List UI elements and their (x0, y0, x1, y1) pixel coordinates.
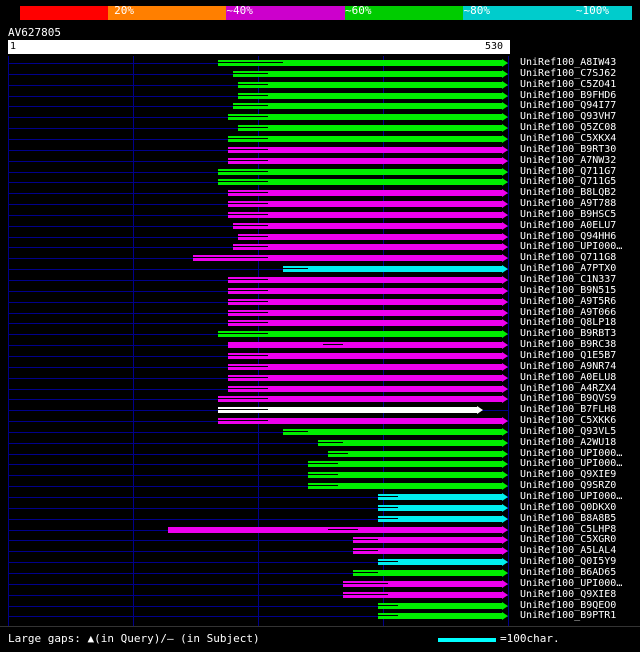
hit-bar (228, 320, 502, 326)
query-start-coord: 1 (10, 41, 17, 52)
hit-thin-connector (233, 105, 268, 106)
hit-bar (218, 396, 502, 402)
hit-label[interactable]: UniRef100_B9FHD6 (520, 89, 617, 101)
hit-arrow-icon (502, 146, 508, 154)
hit-thin-connector (228, 203, 268, 204)
hit-thin-connector (228, 312, 268, 313)
hit-thin-connector (308, 474, 338, 475)
query-name: AV627805 (8, 26, 61, 39)
hit-bar (318, 440, 502, 446)
alignment-hit[interactable] (8, 60, 508, 66)
hit-thin-connector (328, 529, 358, 530)
hit-bar (218, 60, 502, 66)
hit-label[interactable]: UniRef100_Q9XIE8 (520, 588, 617, 600)
hit-thin-connector (228, 301, 268, 302)
hit-label[interactable]: UniRef100_C1N337 (520, 274, 617, 285)
hit-thin-connector (233, 73, 268, 74)
hit-bar (218, 418, 502, 424)
hit-label[interactable]: UniRef100_A4RZX4 (520, 382, 617, 394)
hit-thin-connector (378, 615, 398, 616)
hit-label[interactable]: UniRef100_A7NW32 (520, 154, 617, 166)
hit-arrow-icon (477, 406, 483, 414)
hit-bar (238, 125, 502, 131)
hit-thin-connector (353, 550, 378, 551)
hit-arrow-icon (502, 558, 508, 566)
alignment-hit[interactable] (8, 179, 508, 185)
hit-arrow-icon (502, 265, 508, 273)
hit-label[interactable]: UniRef100_A9NR74 (520, 360, 617, 372)
hit-thin-connector (378, 507, 398, 508)
hit-label[interactable]: UniRef100_B9QVS9 (520, 393, 617, 405)
hit-thin-connector (378, 496, 398, 497)
hit-label[interactable]: UniRef100_B9PTR1 (520, 610, 617, 622)
hit-bar (228, 201, 502, 207)
alignment-hit[interactable] (8, 451, 508, 457)
alignment-hit[interactable] (8, 212, 508, 218)
hit-thin-connector (318, 442, 343, 443)
hit-thin-connector (238, 84, 268, 85)
hit-arrow-icon (502, 287, 508, 295)
hit-bar (218, 407, 477, 413)
hit-bar (238, 93, 502, 99)
alignment-hit[interactable] (8, 440, 508, 446)
hit-bar (228, 342, 502, 348)
hit-arrow-icon (502, 374, 508, 382)
alignment-hit[interactable] (8, 190, 508, 196)
hit-arrow-icon (502, 157, 508, 165)
hit-arrow-icon (502, 417, 508, 425)
hit-thin-connector (378, 561, 398, 562)
scale-label-1: ~40% (226, 4, 253, 17)
hit-bar (378, 603, 502, 609)
alignment-hit[interactable] (8, 581, 508, 587)
hit-arrow-icon (502, 168, 508, 176)
hit-arrow-icon (502, 211, 508, 219)
alignment-hit[interactable] (8, 364, 508, 370)
hit-label[interactable]: UniRef100_C7SJ62 (520, 67, 617, 79)
hit-bar (233, 71, 502, 77)
hit-arrow-icon (502, 319, 508, 327)
identity-scale-labels (8, 4, 632, 18)
alignment-hit[interactable] (8, 136, 508, 142)
hit-label[interactable]: UniRef100_Q94HH6 (520, 230, 617, 242)
scale-label-4: ~100% (575, 4, 609, 17)
alignment-hit[interactable] (8, 342, 508, 348)
hit-label[interactable]: UniRef100_C5XGR0 (520, 534, 617, 546)
hit-bar (238, 234, 502, 240)
query-bar (8, 40, 510, 54)
alignment-hit[interactable] (8, 548, 508, 554)
hit-arrow-icon (502, 536, 508, 544)
hit-label[interactable]: UniRef100_A2WU18 (520, 436, 617, 448)
hit-label[interactable]: UniRef100_B8A8B5 (520, 512, 617, 524)
scale-label-0: 20% (114, 4, 134, 17)
alignment-hit[interactable] (8, 537, 508, 543)
gap-legend-note: Large gaps: ▲(in Query)/– (in Subject) (8, 632, 260, 645)
hit-label[interactable]: UniRef100_A9T066 (520, 306, 617, 318)
hit-arrow-icon (502, 341, 508, 349)
alignment-hit[interactable] (8, 559, 508, 565)
hit-arrow-icon (502, 254, 508, 262)
hit-thin-connector (238, 95, 268, 96)
hit-bar (228, 212, 502, 218)
hit-label[interactable]: UniRef100_Q0DKX0 (520, 501, 617, 513)
hit-label[interactable]: UniRef100_A9T5R6 (520, 295, 617, 307)
hit-label[interactable]: UniRef100_UPI000… (520, 447, 623, 459)
hit-thin-connector (378, 518, 398, 519)
hit-bar (168, 527, 502, 533)
hit-label[interactable]: UniRef100_Q5ZC08 (520, 122, 617, 134)
hit-thin-connector (308, 485, 338, 486)
alignment-hit[interactable] (8, 82, 508, 88)
hit-label[interactable]: UniRef100_B9HSC5 (520, 208, 617, 220)
hit-label[interactable]: UniRef100_A0ELU7 (520, 219, 617, 231)
hit-label[interactable]: UniRef100_UPI000… (520, 241, 623, 253)
hit-bar (353, 548, 502, 554)
hit-bar (308, 483, 502, 489)
alignment-hit[interactable] (8, 570, 508, 576)
hit-label[interactable]: UniRef100_A5LAL4 (520, 545, 617, 557)
footer-divider (0, 626, 640, 627)
hit-thin-connector (228, 377, 268, 378)
hit-thin-connector (193, 257, 268, 258)
alignment-hit[interactable] (8, 169, 508, 175)
alignment-hit[interactable] (8, 103, 508, 109)
hit-thin-connector (218, 333, 268, 334)
hit-label[interactable]: UniRef100_Q8LP18 (520, 317, 617, 329)
hit-thin-connector (238, 127, 268, 128)
hit-label[interactable]: UniRef100_B9N515 (520, 284, 617, 296)
hit-arrow-icon (502, 612, 508, 620)
hit-bar (353, 537, 502, 543)
hit-thin-connector (218, 62, 283, 63)
hit-thin-connector (328, 453, 348, 454)
alignment-hit[interactable] (8, 244, 508, 250)
hit-arrow-icon (502, 526, 508, 534)
hit-arrow-icon (502, 395, 508, 403)
hit-label[interactable]: UniRef100_B7FLH8 (520, 404, 617, 416)
grid-line-4 (508, 56, 509, 626)
alignment-hit[interactable] (8, 516, 508, 522)
hit-arrow-icon (502, 200, 508, 208)
hit-label[interactable]: UniRef100_UPI000… (520, 458, 623, 470)
alignment-hit[interactable] (8, 277, 508, 283)
hit-arrow-icon (502, 135, 508, 143)
hit-thin-connector (308, 463, 338, 464)
hit-arrow-icon (502, 602, 508, 610)
alignment-hit[interactable] (8, 147, 508, 153)
hit-bar (308, 472, 502, 478)
hit-thin-connector (228, 279, 268, 280)
alignment-hit[interactable] (8, 125, 508, 131)
hit-thin-connector (228, 290, 268, 291)
hit-arrow-icon (502, 178, 508, 186)
hit-thin-connector (228, 116, 268, 117)
hit-label[interactable]: UniRef100_B9RBT3 (520, 328, 617, 340)
hit-bar (238, 82, 502, 88)
hit-label[interactable]: UniRef100_C5XKK6 (520, 415, 617, 427)
alignment-hit[interactable] (8, 472, 508, 478)
alignment-hit[interactable] (8, 93, 508, 99)
hit-arrow-icon (502, 59, 508, 67)
alignment-hit[interactable] (8, 299, 508, 305)
alignment-hit[interactable] (8, 603, 508, 609)
hit-arrow-icon (502, 243, 508, 251)
hit-arrow-icon (502, 330, 508, 338)
hit-bar (233, 223, 502, 229)
scale-legend-bar (438, 638, 496, 642)
hit-arrow-icon (502, 309, 508, 317)
hit-arrow-icon (502, 363, 508, 371)
hit-bar (228, 136, 502, 142)
hit-bar (228, 299, 502, 305)
alignment-hit[interactable] (8, 288, 508, 294)
hit-arrow-icon (502, 428, 508, 436)
hit-arrow-icon (502, 385, 508, 393)
hit-arrow-icon (502, 233, 508, 241)
hit-thin-connector (323, 344, 343, 345)
alignment-hit[interactable] (8, 483, 508, 489)
hit-thin-connector (353, 572, 378, 573)
hit-arrow-icon (502, 298, 508, 306)
hit-label[interactable]: UniRef100_B9RT30 (520, 143, 617, 155)
alignment-hit[interactable] (8, 158, 508, 164)
hit-arrow-icon (502, 482, 508, 490)
hit-bar (283, 429, 502, 435)
hit-bar (228, 353, 502, 359)
alignment-hit[interactable] (8, 201, 508, 207)
hit-arrow-icon (502, 460, 508, 468)
hit-bar (343, 592, 502, 598)
hit-label[interactable]: UniRef100_UPI000… (520, 491, 623, 502)
hit-thin-connector (228, 366, 268, 367)
hit-arrow-icon (502, 276, 508, 284)
alignment-hit[interactable] (8, 255, 508, 261)
hit-label[interactable]: UniRef100_A9T788 (520, 198, 617, 210)
hit-bar (228, 386, 502, 392)
hit-arrow-icon (502, 439, 508, 447)
hit-thin-connector (228, 388, 268, 389)
hit-bar (228, 288, 502, 294)
hit-bar (378, 505, 502, 511)
hit-label[interactable]: UniRef100_Q1E5B7 (520, 349, 617, 361)
hit-bar (378, 494, 502, 500)
hit-label[interactable]: UniRef100_Q9SRZ0 (520, 480, 617, 492)
hit-arrow-icon (502, 222, 508, 230)
hit-bar (378, 516, 502, 522)
hit-arrow-icon (502, 515, 508, 523)
alignment-hit[interactable] (8, 494, 508, 500)
hit-thin-connector (218, 398, 268, 399)
hit-bar (218, 169, 502, 175)
hit-thin-connector (228, 192, 268, 193)
hit-thin-connector (218, 181, 268, 182)
hit-thin-connector (228, 160, 268, 161)
alignment-hit[interactable] (8, 386, 508, 392)
alignment-hit[interactable] (8, 375, 508, 381)
scale-label-2: ~60% (344, 4, 372, 17)
hit-thin-connector (343, 583, 388, 584)
hit-thin-connector (218, 409, 268, 410)
hit-label[interactable]: UniRef100_Q711G7 (520, 165, 617, 177)
alignment-plot (8, 56, 632, 626)
hit-bar (233, 244, 502, 250)
alignment-hit[interactable] (8, 234, 508, 240)
hit-bar (228, 158, 502, 164)
alignment-hit[interactable] (8, 429, 508, 435)
hit-arrow-icon (502, 81, 508, 89)
hit-label[interactable]: UniRef100_C5LHP8 (520, 523, 617, 535)
alignment-hit[interactable] (8, 320, 508, 326)
hit-arrow-icon (502, 124, 508, 132)
alignment-hit[interactable] (8, 396, 508, 402)
alignment-hit[interactable] (8, 310, 508, 316)
hit-bar (378, 613, 502, 619)
hit-arrow-icon (502, 591, 508, 599)
hit-bar (218, 179, 502, 185)
hit-bar (308, 461, 502, 467)
hit-arrow-icon (502, 493, 508, 501)
hit-thin-connector (283, 431, 308, 432)
hit-thin-connector (228, 149, 268, 150)
hit-bar (228, 277, 502, 283)
hit-bar (378, 559, 502, 565)
hit-arrow-icon (502, 189, 508, 197)
query-end-coord: 530 (485, 41, 504, 52)
alignment-hit[interactable] (8, 71, 508, 77)
alignment-hit[interactable] (8, 353, 508, 359)
alignment-hit[interactable] (8, 592, 508, 598)
hit-label[interactable]: UniRef100_Q711G8 (520, 252, 617, 264)
hit-bar (328, 451, 502, 457)
hit-arrow-icon (502, 102, 508, 110)
hit-arrow-icon (502, 70, 508, 78)
hit-label[interactable]: UniRef100_Q711G5 (520, 176, 617, 188)
hit-thin-connector (283, 268, 308, 269)
hit-thin-connector (228, 322, 268, 323)
hit-arrow-icon (502, 471, 508, 479)
alignment-hit[interactable] (8, 114, 508, 120)
hit-arrow-icon (502, 113, 508, 121)
hit-label[interactable]: UniRef100_Q93VH7 (520, 111, 617, 123)
hit-arrow-icon (502, 547, 508, 555)
hit-label[interactable]: UniRef100_B6AD65 (520, 566, 617, 578)
hit-bar (228, 364, 502, 370)
hit-thin-connector (378, 605, 398, 606)
hit-bar (343, 581, 502, 587)
hit-arrow-icon (502, 569, 508, 577)
alignment-hit[interactable] (8, 505, 508, 511)
hit-label[interactable]: UniRef100_UPI000… (520, 577, 623, 589)
alignment-hit[interactable] (8, 527, 508, 533)
hit-label[interactable]: UniRef100_Q0I5Y9 (520, 556, 617, 568)
hit-arrow-icon (502, 580, 508, 588)
hit-bar (228, 147, 502, 153)
hit-thin-connector (218, 420, 268, 421)
hit-arrow-icon (502, 450, 508, 458)
hit-bar (193, 255, 502, 261)
alignment-hit[interactable] (8, 266, 508, 272)
hit-bar (218, 331, 502, 337)
hit-label[interactable]: UniRef100_A0ELU8 (520, 371, 617, 383)
alignment-hit[interactable] (8, 407, 508, 413)
alignment-hit[interactable] (8, 331, 508, 337)
hit-label[interactable]: UniRef100_B8LQB2 (520, 187, 617, 199)
alignment-hit[interactable] (8, 418, 508, 424)
hit-bar (228, 310, 502, 316)
scale-legend-label: =100char. (500, 632, 560, 645)
hit-label[interactable]: UniRef100_Q93VL5 (520, 425, 617, 437)
hit-bar (228, 114, 502, 120)
hit-bar (228, 375, 502, 381)
hit-thin-connector (238, 236, 268, 237)
hit-bar (283, 266, 502, 272)
hit-thin-connector (228, 138, 268, 139)
alignment-hit[interactable] (8, 223, 508, 229)
hit-arrow-icon (502, 92, 508, 100)
hit-label[interactable]: UniRef100_B9RC38 (520, 339, 617, 351)
hit-bar (353, 570, 502, 576)
hit-arrow-icon (502, 504, 508, 512)
hit-label[interactable]: UniRef100_B9QEO0 (520, 599, 617, 611)
hit-thin-connector (233, 225, 268, 226)
hit-thin-connector (233, 246, 268, 247)
hit-thin-connector (228, 214, 268, 215)
alignment-hit[interactable] (8, 613, 508, 619)
hit-thin-connector (218, 171, 268, 172)
hit-thin-connector (343, 594, 388, 595)
hit-label[interactable]: UniRef100_C5XKX4 (520, 132, 617, 144)
hit-label[interactable]: UniRef100_Q9XIE9 (520, 469, 617, 481)
hit-label[interactable]: UniRef100_A8IW43 (520, 57, 617, 68)
hit-arrow-icon (502, 352, 508, 360)
scale-label-3: ~80% (463, 4, 491, 17)
hit-label[interactable]: UniRef100_Q94I77 (520, 100, 617, 112)
hit-label[interactable]: UniRef100_C5ZO41 (520, 78, 617, 90)
alignment-hit[interactable] (8, 461, 508, 467)
hit-thin-connector (228, 355, 268, 356)
hit-bar (233, 103, 502, 109)
hit-bar (228, 190, 502, 196)
hit-thin-connector (353, 539, 378, 540)
hit-label[interactable]: UniRef100_A7PTX0 (520, 263, 617, 275)
